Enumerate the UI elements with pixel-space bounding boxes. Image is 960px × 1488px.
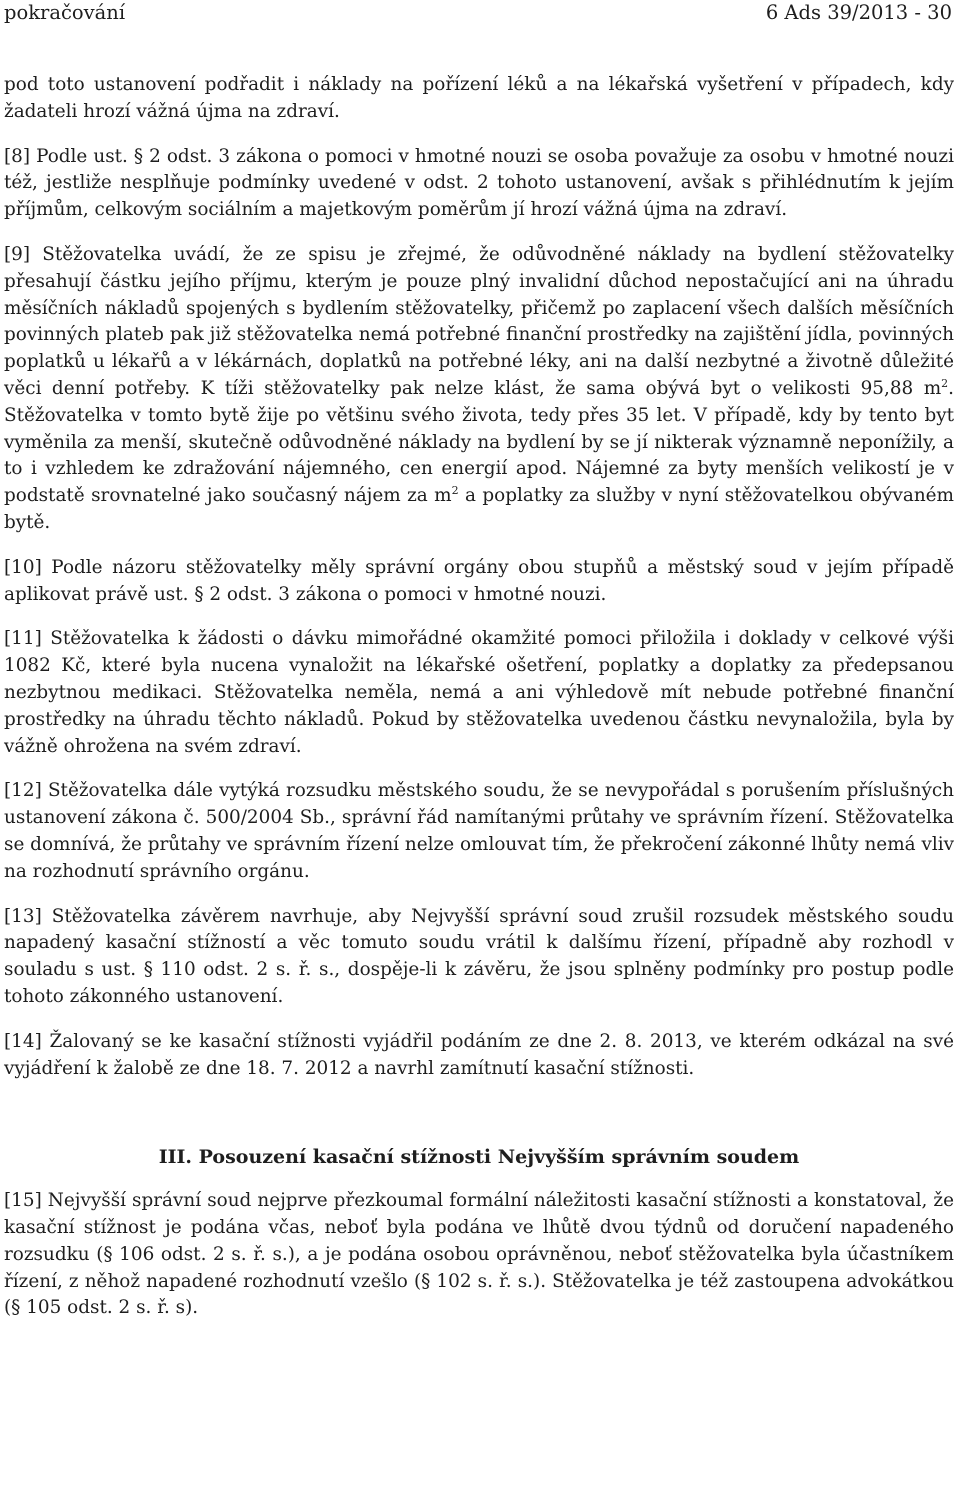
paragraph-9-part-a: [9] Stěžovatelka uvádí, že ze spisu je zřejmé, že odůvodněné náklady na bydlení stěžovatelky přesahují částku jejího příjmu, kterým je pouze plný invalidní důchod nepostačující ani na úhradu měsíčních nákladů spojených s bydlením stěžovatelky, přičemž po zaplacení všech dalších měsíčních povinných plateb pak již stěžovatelka nemá potřebné finanční prostředky na zajištění jídla, povinných poplatků u lékařů a v lékárnách, doplatků na potřebné léky, ani na další nezbytné a životně důležité věci denní potřeby. K tíži stěžovatelky pak nelze klást, že sama obývá byt o velikosti 95,88 m	[4, 243, 954, 399]
header-continuation: pokračování	[4, 1, 126, 24]
paragraph-9-part-c: a poplatky za služby v nyní stěžovatelkou obývaném bytě.	[4, 485, 954, 533]
superscript: 2	[941, 376, 949, 390]
paragraph-continuation: pod toto ustanovení podřadit i náklady na pořízení léků a na lékařská vyšetření v případech, kdy žadateli hrozí vážná újma na zdraví.	[4, 74, 954, 122]
paragraph-11: [11] Stěžovatelka k žádosti o dávku mimořádné okamžité pomoci přiložila i doklady v celkové výši 1082 Kč, které byla nucena vynaložit na lékařské ošetření, poplatky a doplatky za předepsanou nezbytnou medikaci. Stěžovatelka neměla, nemá a ani výhledově mít nebude potřebné finanční prostředky na úhradu těchto nákladů. Pokud by stěžovatelka uvedenou částku nevynaložila, byla by vážně ohrožena na svém zdraví.	[4, 628, 954, 757]
paragraph-12: [12] Stěžovatelka dále vytýká rozsudku městského soudu, že se nevypořádal s porušením příslušných ustanovení zákona č. 500/2004 Sb., správní řád namítanými průtahy ve správním řízení. Stěžovatelka se domnívá, že průtahy ve správním řízení nelze omlouvat tím, že překročení zákonné lhůty nemá vliv na rozhodnutí správního orgánu.	[4, 780, 954, 882]
document-body	[4, 72, 954, 1340]
paragraph-13: [13] Stěžovatelka závěrem navrhuje, aby Nejvyšší správní soud zrušil rozsudek městského soudu napadený kasační stížností a věc tomuto soudu vrátil k dalšímu řízení, případně aby rozhodl v souladu s ust. § 110 odst. 2 s. ř. s., dospěje-li k závěru, že jsou splněny podmínky pro postup podle tohoto zákonného ustanovení.	[4, 905, 954, 1007]
paragraph-10: [10] Podle názoru stěžovatelky měly správní orgány obou stupňů a městský soud v jejím případě aplikovat právě ust. § 2 odst. 3 zákona o pomoci v hmotné nouzi.	[4, 556, 954, 605]
header-case-number: 6 Ads 39/2013 - 30	[765, 1, 952, 24]
page-header	[4, 0, 952, 34]
paragraph-9-part-b: . Stěžovatelka v tomto bytě žije po většinu svého života, tedy přes 35 let. V případě, kdy by tento byt vyměnila za menší, skutečně odůvodněné náklady na bydlení by se jí nikterak významně neponížily, a to i vzhledem ke zdražování nájemného, cen energií apod. Nájemné za byty menších velikostí je v podstatě srovnatelné jako současný nájem za m	[4, 377, 954, 507]
section-heading: III. Posouzení kasační stížnosti Nejvyšším správním soudem	[158, 1146, 800, 1169]
paragraph-14: [14] Žalovaný se ke kasační stížnosti vyjádřil podáním ze dne 2. 8. 2013, ve kterém odkázal na své vyjádření k žalobě ze dne 18. 7. 2012 a navrhl zamítnutí kasační stížnosti.	[4, 1030, 954, 1079]
paragraph-15: [15] Nejvyšší správní soud nejprve přezkoumal formální náležitosti kasační stížnosti a konstatoval, že kasační stížnost je podána včas, neboť byla podána ve lhůtě dvou týdnů od doručení napadeného rozsudku (§ 106 odst. 2 s. ř. s.), a je podána osobou oprávněnou, neboť stěžovatelka byla účastníkem řízení, z něhož napadené rozhodnutí vzešlo (§ 102 s. ř. s.). Stěžovatelka je též zastoupena advokátkou (§ 105 odst. 2 s. ř. s).	[4, 1190, 954, 1319]
paragraph-8: [8] Podle ust. § 2 odst. 3 zákona o pomoci v hmotné nouzi se osoba považuje za osobu v hmotné nouzi též, jestliže nesplňuje podmínky uvedené v odst. 2 tohoto ustanovení, avšak s přihlédnutím k jejím příjmům, celkovým sociálním a majetkovým poměrům jí hrozí vážná újma na zdraví.	[4, 145, 954, 221]
superscript: 2	[451, 484, 459, 498]
paragraph-9	[4, 242, 954, 537]
